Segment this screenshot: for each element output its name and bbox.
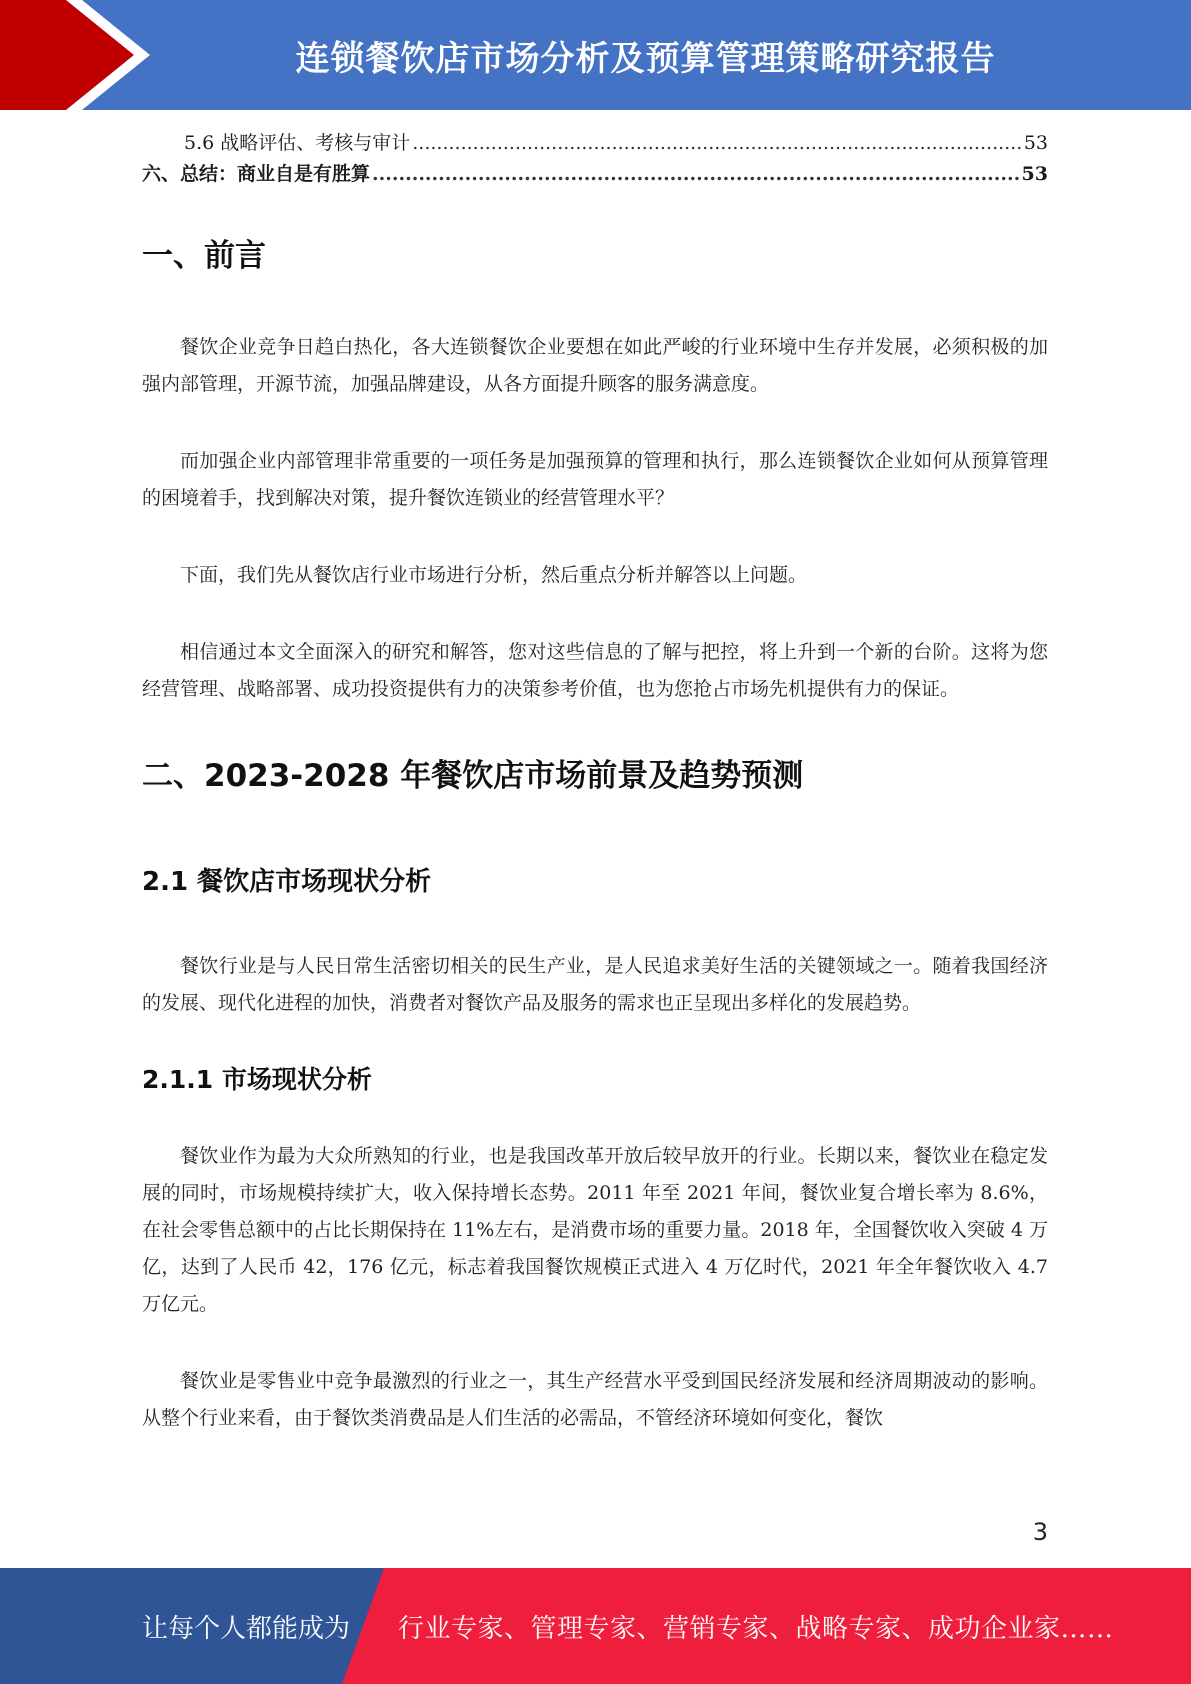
toc-entry[interactable]: [142, 128, 1048, 159]
paragraph: 餐饮业是零售业中竞争最激烈的行业之一，其生产经营水平受到国民经济发展和经济周期波动的影响。从整个行业来看，由于餐饮类消费品是人们生活的必需品，不管经济环境如何变化，餐饮: [142, 1370, 1048, 1429]
toc-entry-page: 53: [1023, 132, 1048, 154]
footer-slogan-right: 行业专家、管理专家、营销专家、战略专家、成功企业家……: [398, 1613, 1114, 1644]
subsection-heading: 2.1 餐饮店市场现状分析: [142, 867, 432, 897]
section-heading: 一、前言: [142, 238, 266, 274]
document-title: 连锁餐饮店市场分析及预算管理策略研究报告: [295, 38, 996, 79]
paragraph: 餐饮行业是与人民日常生活密切相关的民生产业，是人民追求美好生活的关键领域之一。随着我国经济的发展、现代化进程的加快，消费者对餐饮产品及服务的需求也正呈现出多样化的发展趋势。: [142, 955, 1048, 1014]
paragraph: 下面，我们先从餐饮店行业市场进行分析，然后重点分析并解答以上问题。: [180, 564, 808, 586]
toc-entry-title: 六、总结：商业自是有胜算: [142, 163, 371, 185]
paragraph: 餐饮企业竞争日趋白热化，各大连锁餐饮企业要想在如此严峻的行业环境中生存并发展，必须积极的加强内部管理，开源节流，加强品牌建设，从各方面提升顾客的服务满意度。: [142, 336, 1048, 395]
toc-entry-title: 5.6 战略评估、考核与审计: [184, 132, 411, 154]
table-of-contents: [142, 128, 1048, 190]
subsubsection-heading: 2.1.1 市场现状分析: [142, 1065, 372, 1094]
toc-leader-dots: [412, 132, 1022, 154]
red-chevron-arrow-icon: [0, 0, 160, 110]
toc-entry[interactable]: [142, 159, 1048, 190]
document-body: [142, 230, 1048, 1437]
toc-entry-page: 53: [1021, 163, 1048, 185]
section-heading: 二、2023-2028 年餐饮店市场前景及趋势预测: [142, 758, 804, 794]
paragraph: 而加强企业内部管理非常重要的一项任务是加强预算的管理和执行，那么连锁餐饮企业如何从预算管理的困境着手，找到解决对策，提升餐饮连锁业的经营管理水平？: [142, 450, 1048, 509]
footer-band: [0, 1568, 1191, 1684]
paragraph: 相信通过本文全面深入的研究和解答，您对这些信息的了解与把控，将上升到一个新的台阶。这将为您经营管理、战略部署、成功投资提供有力的决策参考价值，也为您抢占市场先机提供有力的保证。: [142, 641, 1048, 700]
footer-slogan-left: 让每个人都能成为: [142, 1613, 351, 1644]
paragraph: 餐饮业作为最为大众所熟知的行业，也是我国改革开放后较早放开的行业。长期以来，餐饮业在稳定发展的同时，市场规模持续扩大，收入保持增长态势。2011 年至 2021 年间，餐饮业复合增长率为 8.6%，在社会零售总额中的占比长期保持在 11%左右，是消费市场的重要力量。2018 年，全国餐饮收入突破 4 万亿，达到了人民币 42，176 亿元，标志着我国餐饮规模正式进入 4 万亿时代，2021 年全年餐饮收入 4.7 万亿元。: [142, 1145, 1048, 1315]
toc-leader-dots: [372, 163, 1020, 185]
header-band: [0, 0, 1191, 110]
page-number: 3: [1032, 1518, 1048, 1546]
